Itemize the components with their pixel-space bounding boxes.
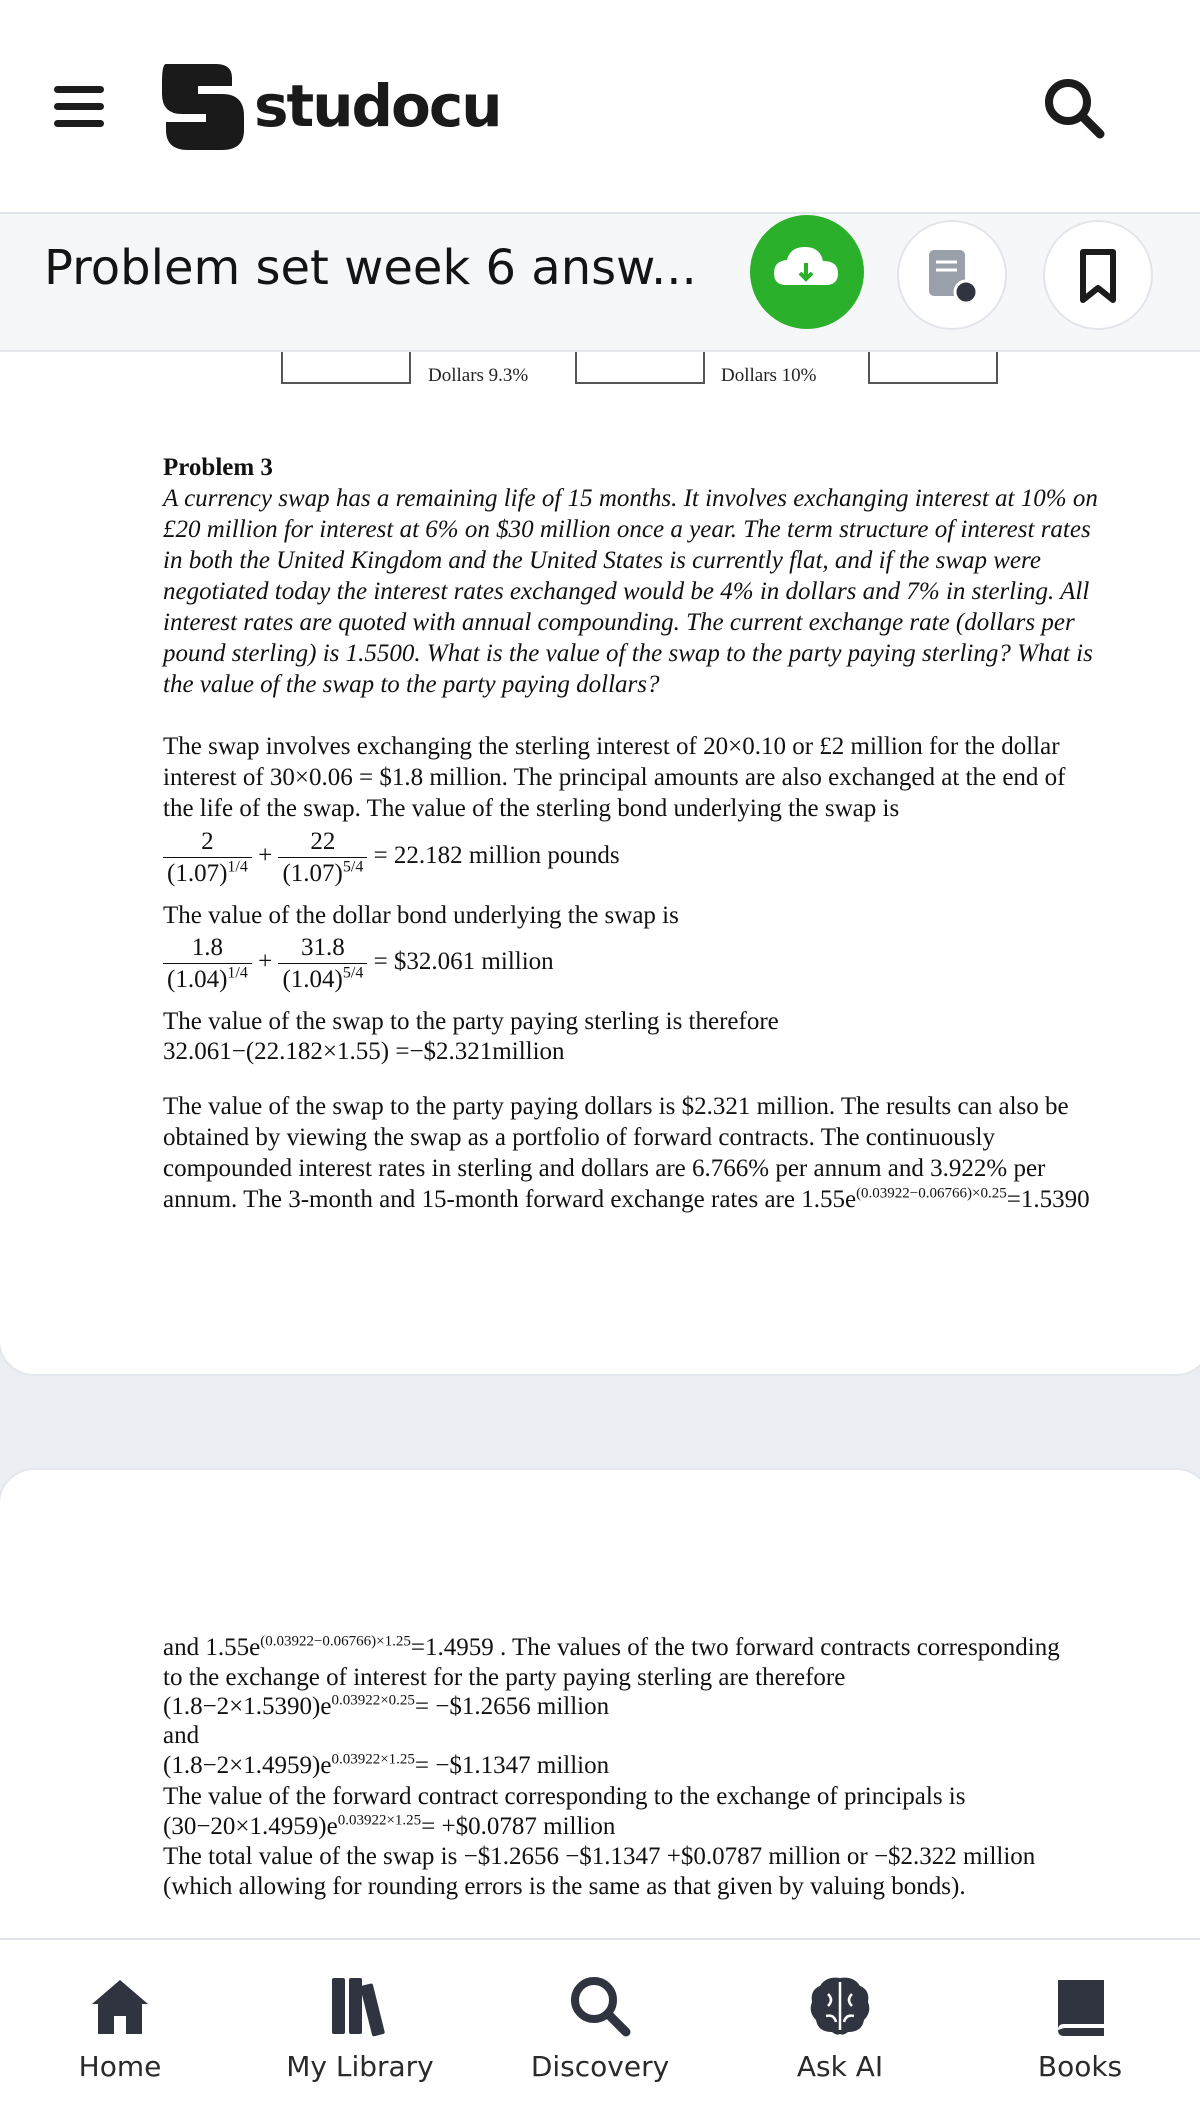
home-icon [84, 1970, 156, 2042]
nav-label: Books [1037, 2050, 1123, 2083]
document-title-bar [0, 214, 1200, 352]
nav-item-discovery[interactable] [480, 1940, 720, 2109]
document-page-1 [0, 352, 1200, 1374]
library-icon [324, 1970, 396, 2042]
text-span: = −$1.2656 million [414, 1693, 610, 1720]
text-line: obtained by viewing the swap as a portfolio of forward contracts. The continuously [163, 1124, 995, 1151]
document-title: Problem set week 6 answ... [44, 240, 697, 296]
text-line: (which allowing for rounding errors is the same as that given by valuing bonds). [163, 1873, 966, 1900]
exponent: (0.03922−0.06766)×1.25 [260, 1633, 411, 1650]
document-page-2 [0, 1470, 1200, 1940]
book-icon [1044, 1970, 1116, 2042]
diagram-box [575, 352, 705, 384]
text-span: = −$1.1347 million [414, 1752, 610, 1779]
text-span: (30−20×1.4959)e [163, 1813, 338, 1840]
exponent: (0.03922−0.06766)×0.25 [856, 1185, 1007, 1202]
text-span: =1.4959 . The values of the two forward contracts corresponding [410, 1634, 1060, 1661]
numerator: 31.8 [278, 932, 367, 964]
denominator: (1.07) [282, 860, 343, 887]
text-line: interest rates are quoted with annual compounding. The current exchange rate (dollars per [163, 609, 1075, 636]
text-line [163, 1632, 1193, 1663]
text-line: the life of the swap. The value of the sterling bond underlying the swap is [163, 795, 900, 822]
fraction [163, 826, 252, 889]
text-line [163, 1184, 1183, 1215]
diagram-box [868, 352, 998, 384]
nav-item-my-library[interactable] [240, 1940, 480, 2109]
equation-result: = 22.182 million pounds [373, 842, 620, 870]
preview-button[interactable] [897, 220, 1007, 330]
dollar-bond-equation [163, 932, 554, 995]
forward-contracts-text [163, 1632, 1193, 1902]
search-icon[interactable] [1038, 72, 1110, 144]
fraction [278, 826, 367, 889]
text-line: interest of 30×0.06 = $1.8 million. The principal amounts are also exchanged at the end of [163, 764, 1066, 791]
studocu-logo-mark-icon [158, 60, 248, 152]
nav-item-books[interactable] [960, 1940, 1200, 2109]
answer-paragraph [163, 731, 1173, 824]
text-line: the value of the swap to the party paying dollars? [163, 671, 660, 698]
top-header [0, 0, 1200, 214]
numerator: 2 [163, 826, 252, 858]
exponent: 5/4 [342, 964, 364, 982]
text-line [163, 1812, 1193, 1842]
hamburger-menu-icon[interactable] [44, 74, 114, 138]
text-line: The value of the swap to the party paying sterling is therefore [163, 1008, 779, 1035]
text-line: A currency swap has a remaining life of 15 months. It involves exchanging interest at 10% on [163, 485, 1098, 512]
text-line: The value of the swap to the party paying dollars is $2.321 million. The results can also be [163, 1093, 1069, 1120]
text-line: The value of the dollar bond underlying the swap is [163, 902, 679, 929]
text-line: The swap involves exchanging the sterling interest of 20×0.10 or £2 million for the dollar [163, 733, 1060, 760]
nav-label: Home [78, 2050, 162, 2083]
denominator: (1.04) [167, 966, 228, 993]
text-line: to the exchange of interest for the party paying sterling are therefore [163, 1664, 846, 1691]
text-span: (1.8−2×1.5390)e [163, 1693, 332, 1720]
numerator: 22 [278, 826, 367, 858]
text-line: £20 million for interest at 6% on $30 million once a year. The term structure of interest rates [163, 516, 1091, 543]
text-line: The total value of the swap is −$1.2656 −$1.1347 +$0.0787 million or −$2.322 million [163, 1843, 1036, 1870]
plus-sign: + [258, 842, 273, 870]
problem-heading: Problem 3 [163, 454, 273, 481]
logo-text: studocu [254, 72, 501, 140]
text-line: pound sterling) is 1.5500. What is the value of the swap to the party paying sterling? What is [163, 640, 1093, 667]
cloud-download-icon [750, 215, 864, 329]
diagram-label: Dollars 9.3% [428, 365, 529, 386]
bottom-navigation [0, 1938, 1200, 2109]
answer-paragraph [163, 1091, 1183, 1215]
text-span: and 1.55e [163, 1634, 261, 1661]
exponent: 0.03922×1.25 [331, 1751, 415, 1768]
bookmark-icon [1045, 222, 1151, 328]
nav-item-ask-ai[interactable] [720, 1940, 960, 2109]
exponent: 0.03922×0.25 [331, 1692, 415, 1709]
exponent: 1/4 [227, 858, 248, 876]
brain-icon [804, 1970, 876, 2042]
equation-result: = $32.061 million [373, 948, 554, 976]
exponent: 1/4 [227, 964, 248, 982]
question-text [163, 483, 1173, 700]
text-line: and [163, 1722, 200, 1749]
plus-sign: + [258, 948, 273, 976]
studocu-logo[interactable] [158, 60, 558, 152]
text-line: The value of the forward contract corresponding to the exchange of principals is [163, 1783, 966, 1810]
text-line [163, 1750, 1193, 1782]
fraction [163, 932, 252, 995]
text-span: = +$0.0787 million [421, 1813, 616, 1840]
nav-item-home[interactable] [0, 1940, 240, 2109]
text-line: 32.061−(22.182×1.55) =−$2.321million [163, 1038, 565, 1065]
nav-label: My Library [286, 2050, 434, 2083]
bookmark-button[interactable] [1043, 220, 1153, 330]
text-line: compounded interest rates in sterling and dollars are 6.766% per annum and 3.922% per [163, 1155, 1046, 1182]
diagram-box [281, 352, 411, 384]
fraction [278, 932, 367, 995]
sterling-bond-equation [163, 826, 620, 889]
text-span: =1.5390 [1006, 1186, 1090, 1213]
denominator: (1.07) [167, 860, 228, 887]
diagram-label: Dollars 10% [721, 365, 817, 386]
denominator: (1.04) [282, 966, 343, 993]
text-line [163, 1692, 1193, 1721]
text-span: annum. The 3-month and 15-month forward exchange rates are 1.55e [163, 1186, 857, 1213]
document-preview-icon [899, 222, 1005, 328]
text-line: in both the United Kingdom and the United States is currently flat, and if the swap were [163, 547, 1041, 574]
exponent: 5/4 [342, 858, 364, 876]
text-line: negotiated today the interest rates exchanged would be 4% in dollars and 7% in sterling. All [163, 578, 1090, 605]
exponent: 0.03922×1.25 [337, 1812, 422, 1829]
download-button[interactable] [750, 215, 864, 329]
nav-label: Discovery [530, 2050, 670, 2083]
numerator: 1.8 [163, 932, 252, 964]
nav-label: Ask AI [796, 2050, 884, 2083]
text-span: (1.8−2×1.4959)e [163, 1752, 332, 1779]
search-icon [564, 1970, 636, 2042]
